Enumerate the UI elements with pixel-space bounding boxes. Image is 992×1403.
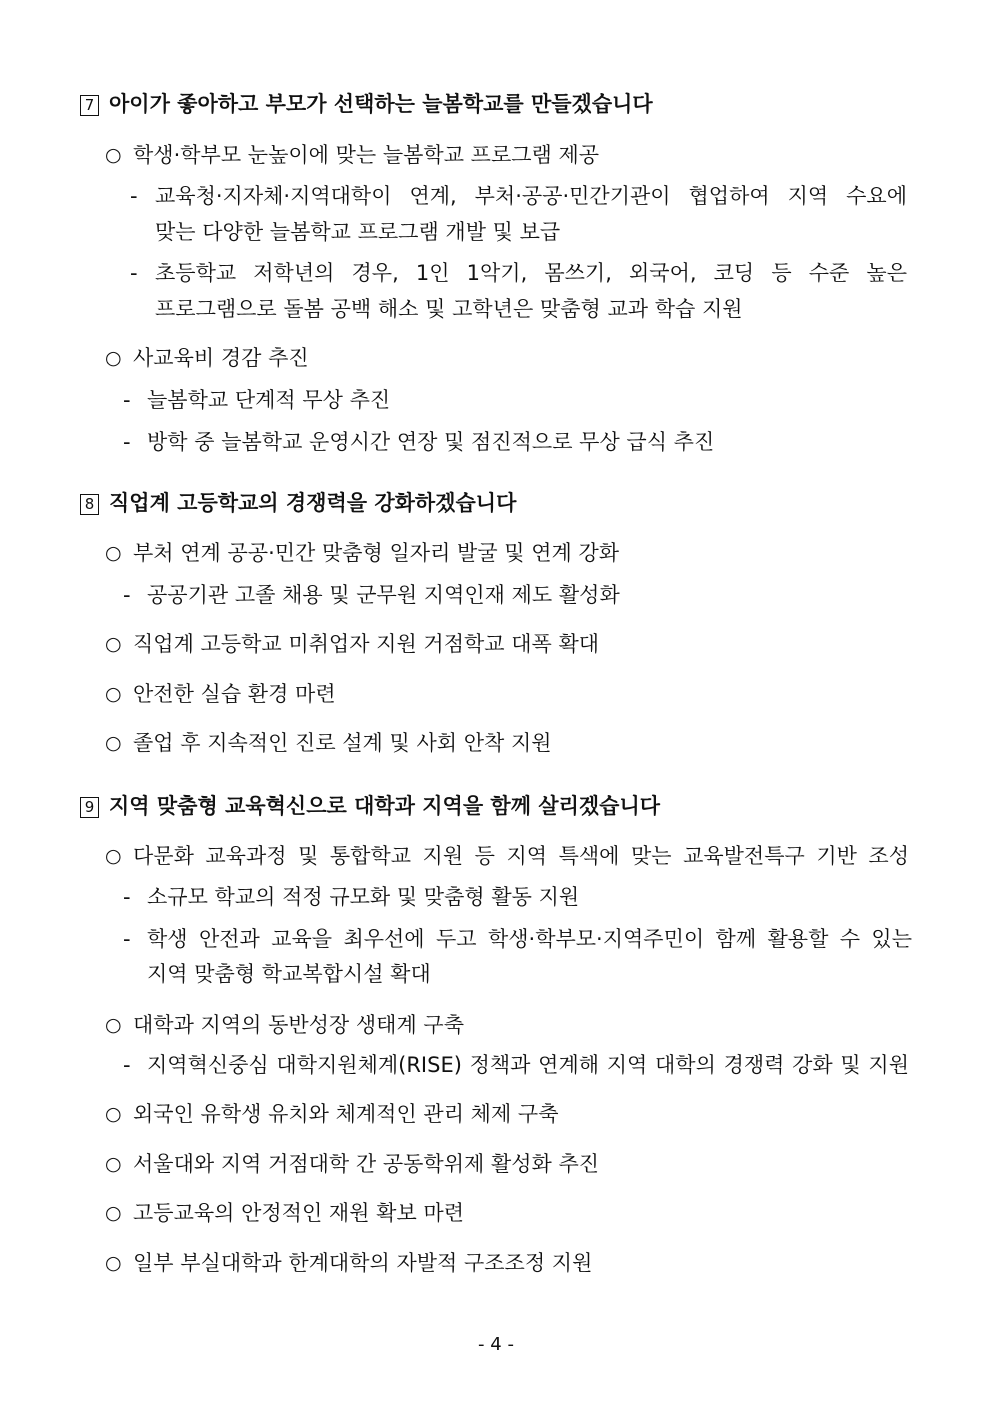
- dash-marker: -: [123, 388, 131, 412]
- bullet-circle: ○: [105, 732, 122, 754]
- bullet-item: 안전한 실습 환경 마련: [133, 682, 336, 706]
- dash-marker: -: [130, 261, 138, 285]
- dash-marker: -: [123, 927, 131, 951]
- dash-marker: -: [123, 430, 131, 454]
- bullet-item: 졸업 후 지속적인 진로 설계 및 사회 안착 지원: [133, 731, 552, 755]
- sub-item-line: 방학 중 늘봄학교 운영시간 연장 및 점진적으로 무상 급식 추진: [147, 430, 715, 454]
- bullet-item: 외국인 유학생 유치와 체계적인 관리 체제 구축: [133, 1102, 559, 1126]
- sub-item-line: 공공기관 고졸 채용 및 군무원 지역인재 제도 활성화: [147, 583, 620, 607]
- section-heading-7: [80, 90, 653, 118]
- bullet-item: 일부 부실대학과 한계대학의 자발적 구조조정 지원: [133, 1251, 593, 1275]
- sub-item-line: 늘봄학교 단계적 무상 추진: [147, 388, 391, 412]
- sub-item-line: 프로그램으로 돌봄 공백 해소 및 고학년은 맞춤형 교과 학습 지원: [155, 297, 743, 321]
- bullet-item: 고등교육의 안정적인 재원 확보 마련: [133, 1201, 464, 1225]
- bullet-circle: ○: [105, 683, 122, 705]
- sub-item-line: 초등학교 저학년의 경우, 1인 1악기, 몸쓰기, 외국어, 코딩 등 수준 높은: [155, 261, 907, 285]
- sub-item-line: 지역 맞춤형 학교복합시설 확대: [147, 962, 431, 986]
- bullet-item: 직업계 고등학교 미취업자 지원 거점학교 대폭 확대: [133, 632, 600, 656]
- bullet-item: 다문화 교육과정 및 통합학교 지원 등 지역 특색에 맞는 교육발전특구 기반 조성: [133, 844, 909, 868]
- section-number-box: 9: [80, 797, 99, 818]
- bullet-circle: ○: [105, 347, 122, 369]
- sub-item-line: 소규모 학교의 적정 규모화 및 맞춤형 활동 지원: [147, 885, 580, 909]
- section-title: 직업계 고등학교의 경쟁력을 강화하겠습니다: [109, 491, 517, 515]
- bullet-circle: ○: [105, 845, 122, 867]
- bullet-item: 사교육비 경감 추진: [133, 346, 309, 370]
- bullet-circle: ○: [105, 1153, 122, 1175]
- bullet-item: 대학과 지역의 동반성장 생태계 구축: [133, 1013, 464, 1037]
- sub-item-line: 지역혁신중심 대학지원체계(RISE) 정책과 연계해 지역 대학의 경쟁력 강화 및 지원: [147, 1053, 909, 1077]
- sub-item-line: 학생 안전과 교육을 최우선에 두고 학생·학부모·지역주민이 함께 활용할 수 있는: [147, 927, 912, 951]
- section-title: 지역 맞춤형 교육혁신으로 대학과 지역을 함께 살리겠습니다: [109, 794, 661, 818]
- sub-item-line: 맞는 다양한 늘봄학교 프로그램 개발 및 보급: [155, 220, 561, 244]
- bullet-item: 학생·학부모 눈높이에 맞는 늘봄학교 프로그램 제공: [133, 143, 600, 167]
- dash-marker: -: [123, 1053, 131, 1077]
- bullet-circle: ○: [105, 1252, 122, 1274]
- page-number: - 4 -: [478, 1334, 514, 1355]
- bullet-circle: ○: [105, 542, 122, 564]
- bullet-circle: ○: [105, 633, 122, 655]
- section-title: 아이가 좋아하고 부모가 선택하는 늘봄학교를 만들겠습니다: [109, 92, 653, 116]
- bullet-circle: ○: [105, 1014, 122, 1036]
- dash-marker: -: [123, 885, 131, 909]
- bullet-circle: ○: [105, 144, 122, 166]
- section-heading-9: [80, 792, 660, 820]
- section-number-box: 7: [80, 95, 99, 116]
- bullet-item: 서울대와 지역 거점대학 간 공동학위제 활성화 추진: [133, 1152, 600, 1176]
- section-number-box: 8: [80, 494, 99, 515]
- bullet-circle: ○: [105, 1103, 122, 1125]
- dash-marker: -: [130, 184, 138, 208]
- section-heading-8: [80, 489, 516, 517]
- dash-marker: -: [123, 583, 131, 607]
- bullet-circle: ○: [105, 1202, 122, 1224]
- bullet-item: 부처 연계 공공·민간 맞춤형 일자리 발굴 및 연계 강화: [133, 541, 620, 565]
- sub-item-line: 교육청·지자체·지역대학이 연계, 부처·공공·민간기관이 협업하여 지역 수요에: [155, 184, 907, 208]
